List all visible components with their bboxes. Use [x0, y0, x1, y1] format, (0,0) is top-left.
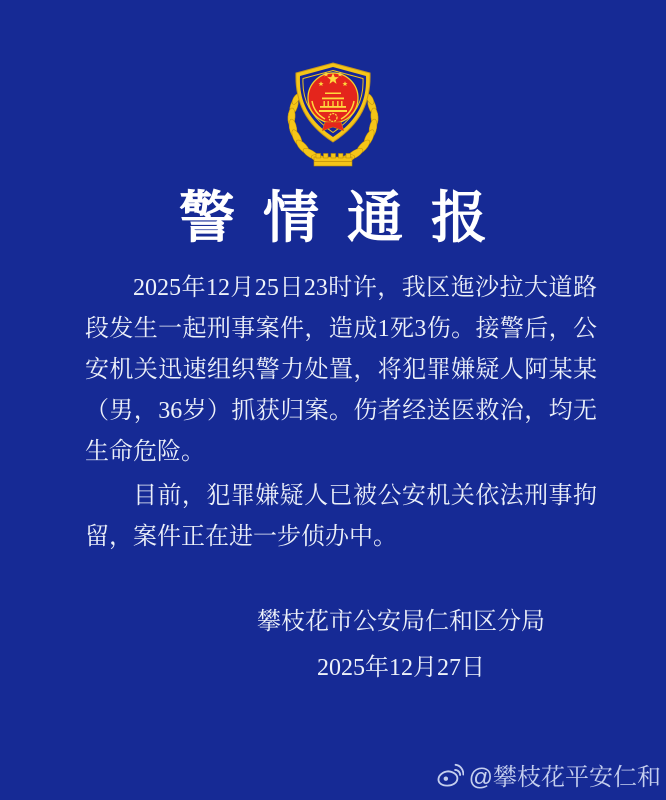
notice-body: [85, 268, 597, 558]
notice-paragraph-1: 2025年12月25日23时许，我区迤沙拉大道路段发生一起刑事案件，造成1死3伤。接警后，公安机关迅速组织警力处置，将犯罪嫌疑人阿某某（男，36岁）抓获归案。伤者经送医救治，均无生命危险。: [85, 275, 597, 465]
issuing-authority: 攀枝花市公安局仁和区分局: [257, 609, 545, 635]
weibo-icon: [436, 763, 464, 787]
signature-block: [257, 599, 545, 691]
issue-date: 2025年12月27日: [317, 655, 485, 681]
watermark-handle: @攀枝花平安仁和: [468, 764, 661, 791]
notice-paragraph-2: 目前，犯罪嫌疑人已被公安机关依法刑事拘留，案件正在进一步侦办中。: [85, 483, 597, 550]
police-emblem: [283, 61, 383, 171]
watermark: [436, 757, 661, 792]
police-badge-icon: [283, 61, 383, 171]
notice-title: 警情通报: [179, 188, 515, 250]
